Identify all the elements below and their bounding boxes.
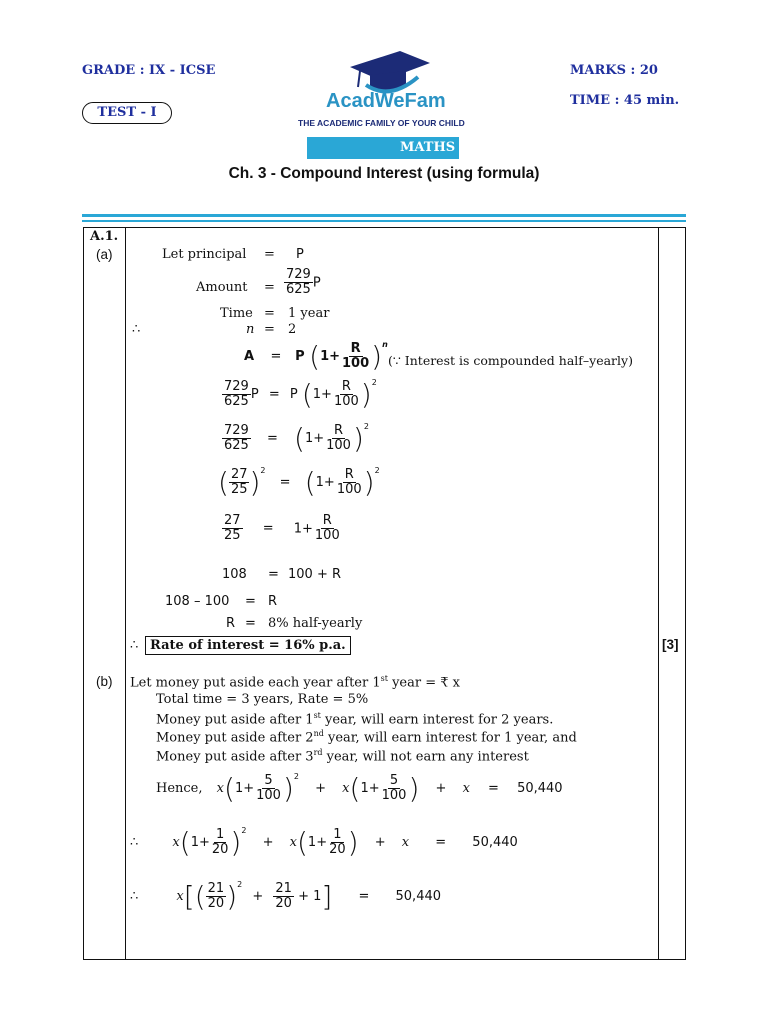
fraction-denominator: 100 xyxy=(256,788,281,803)
rhs-value: 100 + R xyxy=(288,567,342,582)
ordinal-sup: rd xyxy=(313,748,323,757)
value-108: 108 xyxy=(222,567,247,582)
fraction-numerator: 27 xyxy=(224,513,241,528)
b-line-3 xyxy=(156,711,553,727)
time-row-label: Time xyxy=(220,306,253,321)
test-badge: TEST - I xyxy=(82,102,172,124)
fraction-denominator: 20 xyxy=(275,896,292,911)
plus-sign: + xyxy=(374,835,386,850)
equals-sign: = xyxy=(268,567,279,582)
one-plus: 1+ xyxy=(315,475,335,490)
principal-value: P xyxy=(296,247,304,262)
exponent: 2 xyxy=(371,378,377,387)
equation-simplified: ∴ x(1+ $\frac{1}{20}$ )$^2$ + x(1+ $\frac{1}{20}$ ) + x = 50,440 xyxy=(130,826,518,859)
fraction-numerator: R xyxy=(344,466,354,482)
exponent: 2 xyxy=(293,772,299,781)
equation-row: ( $\frac{27}{25}$ )$^2$ = (1+ $\frac{R}{100}$ )$^2$ xyxy=(218,466,380,499)
plus-one: + 1 xyxy=(298,889,322,904)
total-amount: 50,440 xyxy=(395,889,442,904)
fraction-denominator: 100 xyxy=(342,356,370,371)
equals-sign: = xyxy=(245,594,256,609)
ordinal-sup: st xyxy=(313,711,321,720)
plus-sign: + xyxy=(315,781,327,796)
fraction-numerator: 27 xyxy=(230,466,248,482)
fraction-denominator: 20 xyxy=(329,842,346,857)
x-variable: x xyxy=(172,835,180,850)
fraction-numerator: 729 xyxy=(224,378,249,394)
fraction-denominator: 100 xyxy=(314,528,340,544)
therefore-symbol: ∴ xyxy=(130,835,139,850)
ordinal-sup: nd xyxy=(313,729,324,738)
equals-sign: = xyxy=(488,781,499,796)
one-plus: 1+ xyxy=(190,835,210,850)
total-amount: 50,440 xyxy=(472,835,518,850)
equals-sign: = xyxy=(358,889,370,904)
R-symbol: R xyxy=(226,616,236,631)
fraction-numerator: R xyxy=(334,422,344,438)
principal-label: Let principal xyxy=(162,247,247,262)
time-label: TIME : 45 min. xyxy=(570,93,680,108)
fraction-numerator: R xyxy=(322,513,332,528)
equals-sign: = xyxy=(264,247,275,262)
one-plus: 1+ xyxy=(304,431,325,446)
x-variable: x xyxy=(342,781,350,796)
grade-label: GRADE : IX - ICSE xyxy=(82,63,216,78)
fraction-denominator: 20 xyxy=(207,896,225,911)
compound-formula: A = P (1+ $\frac{R}{100}$ )$^n$ xyxy=(244,340,388,373)
fraction-numerator: 729 xyxy=(286,267,311,282)
answer-number: A.1. xyxy=(90,229,119,244)
formula-P: P xyxy=(295,349,305,364)
fraction-numerator: 21 xyxy=(275,880,292,896)
part-b-label: (b) xyxy=(96,674,113,689)
x-variable: x xyxy=(289,835,297,850)
fraction-denominator: 100 xyxy=(336,482,362,497)
equation-row: $\frac{729}{625}$ P = P (1+ $\frac{R}{100}$ )$^2$ xyxy=(224,378,377,411)
ordinal-sup: st xyxy=(380,674,388,683)
principal-symbol: P xyxy=(289,387,298,402)
equals-sign: = xyxy=(270,349,282,364)
x-variable: x xyxy=(216,781,224,796)
one-plus: 1+ xyxy=(293,521,313,537)
line-text: Money put aside after 2 xyxy=(156,730,314,746)
separator-line xyxy=(82,220,686,222)
n-label: n xyxy=(246,322,255,337)
difference-expr: 108 – 100 xyxy=(165,594,230,609)
fraction-numerator: 21 xyxy=(207,880,225,896)
equation-row: $\frac{729}{625}$ = (1+ $\frac{R}{100}$ )$^2$ xyxy=(224,422,369,455)
total-amount: 50,440 xyxy=(517,781,563,796)
brand-logo: AcadWeFam xyxy=(326,90,446,112)
line-text: Money put aside after 3 xyxy=(156,749,314,765)
plus-sign: + xyxy=(252,889,264,904)
intro-end: year = ₹ x xyxy=(387,675,460,691)
fraction-denominator: 20 xyxy=(211,842,229,857)
exponent: 2 xyxy=(363,422,369,431)
final-rate-result: Rate of interest = 16% p.a. xyxy=(145,636,351,655)
marks-label: MARKS : 20 xyxy=(570,63,658,78)
principal-symbol: P xyxy=(250,387,259,402)
amount-label: Amount xyxy=(196,280,248,295)
principal-symbol: P xyxy=(312,275,321,291)
fraction-denominator: 100 xyxy=(333,394,359,409)
line-text: year, will earn interest for 1 year, and xyxy=(323,730,577,746)
equals-sign: = xyxy=(266,431,278,446)
one-plus: 1+ xyxy=(312,387,332,402)
equals-sign: = xyxy=(264,280,275,295)
therefore-symbol: ∴ xyxy=(130,889,139,904)
fraction-numerator: R xyxy=(350,340,361,356)
equals-sign: = xyxy=(262,521,274,537)
equals-sign: = xyxy=(245,616,256,631)
plus-sign: + xyxy=(262,835,274,850)
fraction-denominator: 100 xyxy=(381,788,407,803)
formula-A: A xyxy=(244,349,255,364)
fraction-denominator: 625 xyxy=(224,394,249,409)
b-line-5 xyxy=(156,748,529,764)
equation-hence: Hence, x(1+ $\frac{5}{100}$ )$^2$ + x(1+ $\frac{5}{100}$ ) + x = 50,440 xyxy=(156,772,563,805)
exponent: 2 xyxy=(374,466,380,475)
one-plus: 1+ xyxy=(307,835,328,850)
fraction-numerator: 729 xyxy=(224,422,249,438)
exponent: n xyxy=(382,340,388,349)
line-text: year, will earn interest for 2 years. xyxy=(320,712,554,728)
fraction-numerator: 1 xyxy=(216,826,225,842)
b-intro xyxy=(130,674,460,690)
separator-line xyxy=(82,214,686,217)
therefore-symbol: ∴ xyxy=(130,638,139,653)
fraction-denominator: 100 xyxy=(326,438,351,453)
x-variable: x xyxy=(401,835,410,850)
fraction-denominator: 25 xyxy=(230,482,248,497)
exponent: 2 xyxy=(241,826,247,835)
x-variable: x xyxy=(176,889,184,904)
equals-sign: = xyxy=(268,387,280,402)
one-plus: 1+ xyxy=(234,781,255,796)
line-text: year, will not earn any interest xyxy=(322,749,529,765)
b-line-4 xyxy=(156,729,577,745)
one-plus: 1+ xyxy=(360,781,380,796)
marks-badge: [3] xyxy=(662,637,679,652)
equals-sign: = xyxy=(264,306,275,321)
fraction-numerator: 5 xyxy=(389,772,399,788)
fraction-numerator: R xyxy=(341,378,351,394)
fraction-denominator: 625 xyxy=(224,438,249,453)
R-symbol: R xyxy=(268,594,278,609)
n-value: 2 xyxy=(288,322,297,337)
exponent: 2 xyxy=(260,466,266,475)
rate-half-yearly: 8% half-yearly xyxy=(268,616,363,631)
equation-row xyxy=(222,514,342,544)
part-a-label: (a) xyxy=(96,247,113,262)
subject-label: MATHS xyxy=(400,140,456,155)
intro-text: Let money put aside each year after 1 xyxy=(130,675,381,691)
column-divider xyxy=(125,227,126,959)
equation-factored: ∴ x[( $\frac{21}{20}$ )$^2$ + $\frac{21}{20}$ + 1] = 50,440 xyxy=(130,880,442,913)
time-value: 1 year xyxy=(288,306,330,321)
x-variable: x xyxy=(462,781,470,796)
half-yearly-note: (∵ Interest is compounded half–yearly) xyxy=(388,353,633,368)
equals-sign: = xyxy=(264,322,275,337)
total-time-line: Total time = 3 years, Rate = 5% xyxy=(156,692,369,707)
brand-tagline: THE ACADEMIC FAMILY OF YOUR CHILD xyxy=(298,118,465,128)
column-divider xyxy=(658,227,659,959)
line-text: Money put aside after 1 xyxy=(156,712,314,728)
equals-sign: = xyxy=(435,835,447,850)
fraction-numerator: 5 xyxy=(264,772,273,788)
fraction-denominator: 25 xyxy=(224,528,241,544)
fraction-numerator: 1 xyxy=(333,826,342,842)
chapter-title: Ch. 3 - Compound Interest (using formula) xyxy=(228,165,540,182)
exponent: 2 xyxy=(237,880,243,889)
hence-word: Hence, xyxy=(156,781,203,796)
fraction-denominator: 625 xyxy=(286,282,311,298)
plus-sign: + xyxy=(435,781,447,796)
one-plus: 1+ xyxy=(320,349,341,364)
equals-sign: = xyxy=(279,475,291,490)
therefore-symbol: ∴ xyxy=(132,322,141,337)
